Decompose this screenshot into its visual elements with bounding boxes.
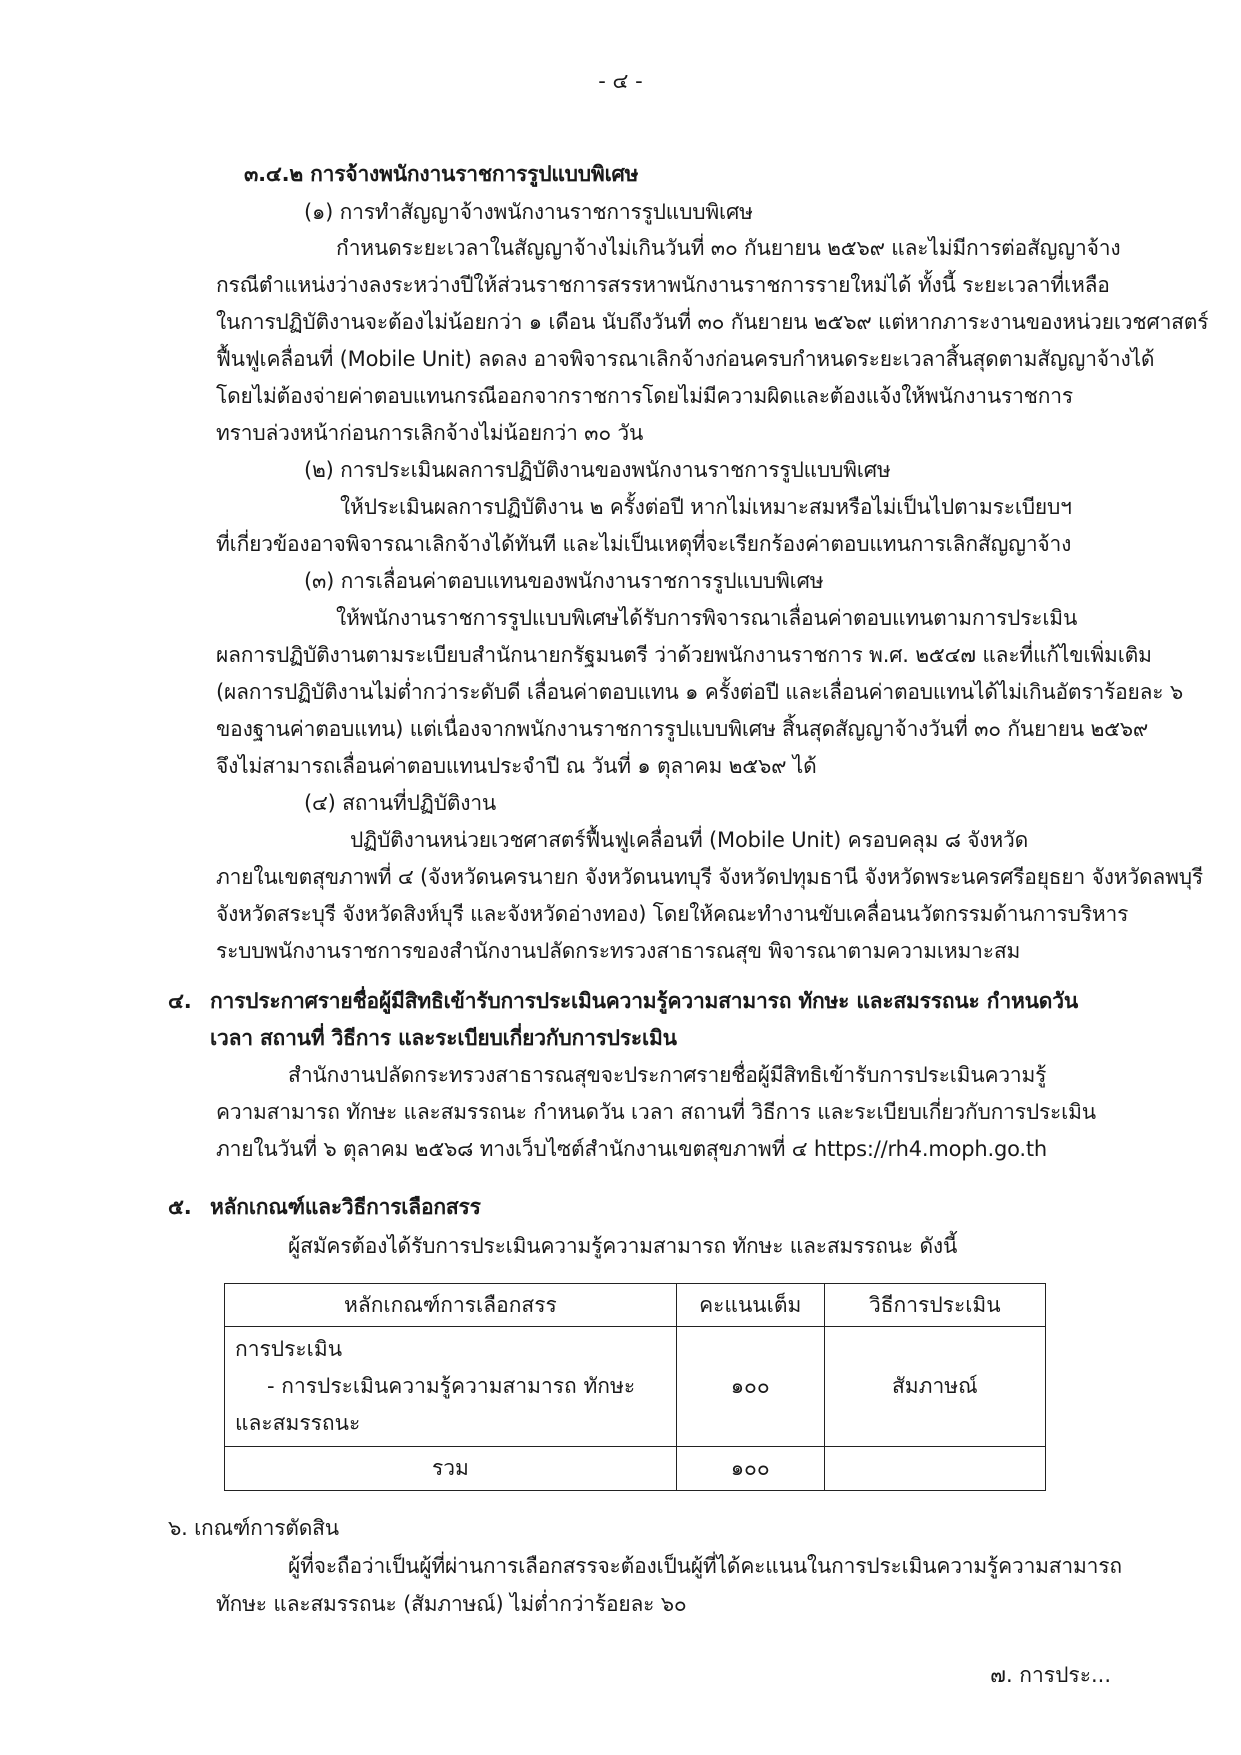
section-4-body-line: สำนักงานปลัดกระทรวงสาธารณสุขจะประกาศรายชื่อผู้มีสิทธิเข้ารับการประเมินความรู้ bbox=[288, 1063, 1047, 1087]
section-4-body-line: ภายในวันที่ ๖ ตุลาคม ๒๕๖๘ ทางเว็บไซต์สำนักงานเขตสุขภาพที่ ๔ https://rh4.moph.go.th bbox=[216, 1137, 1047, 1161]
item-1-line: โดยไม่ต้องจ่ายค่าตอบแทนกรณีออกจากราชการโดยไม่มีความผิดและต้องแจ้งให้พนักงานราชการ bbox=[216, 384, 1073, 408]
section-5-number: ๕. bbox=[168, 1195, 192, 1219]
item-3-line: ให้พนักงานราชการรูปแบบพิเศษได้รับการพิจารณาเลื่อนค่าตอบแทนตามการประเมิน bbox=[336, 606, 1078, 630]
section-3-4-2-heading: ๓.๔.๒ การจ้างพนักงานราชการรูปแบบพิเศษ bbox=[244, 162, 639, 186]
item-1-line: ในการปฏิบัติงานจะต้องไม่น้อยกว่า ๑ เดือน นับถึงวันที่ ๓๐ กันยายน ๒๕๖๙ แต่หากภาระงานของหน่วยเวชศาสตร์ bbox=[216, 310, 1209, 334]
page-number: - ๔ - bbox=[598, 69, 643, 93]
item-1-line: ทราบล่วงหน้าก่อนการเลิกจ้างไม่น้อยกว่า ๓๐ วัน bbox=[216, 421, 644, 445]
row-method: สัมภาษณ์ bbox=[824, 1327, 1045, 1447]
item-4-title: (๔) สถานที่ปฏิบัติงาน bbox=[304, 791, 497, 815]
section-6-heading: ๖. เกณฑ์การตัดสิน bbox=[168, 1516, 339, 1540]
row-item-line: - การประเมินความรู้ความสามารถ ทักษะ bbox=[267, 1374, 636, 1398]
section-4-heading: การประกาศรายชื่อผู้มีสิทธิเข้ารับการประเมินความรู้ความสามารถ ทักษะ และสมรรถนะ กำหนดวัน bbox=[210, 989, 1078, 1013]
criteria-table bbox=[224, 1283, 1046, 1491]
header-full-score: คะแนนเต็ม bbox=[676, 1284, 824, 1327]
total-score: ๑๐๐ bbox=[676, 1447, 824, 1491]
table-total-row bbox=[225, 1447, 1046, 1491]
section-6-body-line: ผู้ที่จะถือว่าเป็นผู้ที่ผ่านการเลือกสรรจะต้องเป็นผู้ที่ได้คะแนนในการประเมินความรู้ความสามารถ bbox=[288, 1554, 1122, 1578]
section-4-heading: เวลา สถานที่ วิธีการ และระเบียบเกี่ยวกับการประเมิน bbox=[210, 1026, 677, 1050]
header-method: วิธีการประเมิน bbox=[824, 1284, 1045, 1327]
item-3-line: ของฐานค่าตอบแทน) แต่เนื่องจากพนักงานราชการรูปแบบพิเศษ สิ้นสุดสัญญาจ้างวันที่ ๓๐ กันยายน ๒๕๖๙ bbox=[216, 717, 1149, 741]
item-1-line: ฟื้นฟูเคลื่อนที่ (Mobile Unit) ลดลง อาจพิจารณาเลิกจ้างก่อนครบกำหนดระยะเวลาสิ้นสุดตามสัญญาจ้างได้ bbox=[216, 347, 1155, 371]
item-3-line: (ผลการปฏิบัติงานไม่ต่ำกว่าระดับดี เลื่อนค่าตอบแทน ๑ ครั้งต่อปี และเลื่อนค่าตอบแทนได้ไม่เกินอัตราร้อยละ ๖ bbox=[216, 680, 1183, 704]
item-1-line: กรณีตำแหน่งว่างลงระหว่างปีให้ส่วนราชการสรรหาพนักงานราชการรายใหม่ได้ ทั้งนี้ ระยะเวลาที่เหลือ bbox=[216, 273, 1110, 297]
section-6-body-line: ทักษะ และสมรรถนะ (สัมภาษณ์) ไม่ต่ำกว่าร้อยละ ๖๐ bbox=[216, 1592, 687, 1616]
item-3-line: จึงไม่สามารถเลื่อนค่าตอบแทนประจำปี ณ วันที่ ๑ ตุลาคม ๒๕๖๙ ได้ bbox=[216, 754, 817, 778]
item-2-line: ให้ประเมินผลการปฏิบัติงาน ๒ ครั้งต่อปี หากไม่เหมาะสมหรือไม่เป็นไปตามระเบียบฯ bbox=[340, 495, 1072, 519]
section-4-body-line: ความสามารถ ทักษะ และสมรรถนะ กำหนดวัน เวลา สถานที่ วิธีการ และระเบียบเกี่ยวกับการประเมิน bbox=[216, 1100, 1096, 1124]
item-4-line: ระบบพนักงานราชการของสำนักงานปลัดกระทรวงสาธารณสุข พิจารณาตามความเหมาะสม bbox=[216, 939, 1021, 963]
item-3-title: (๓) การเลื่อนค่าตอบแทนของพนักงานราชการรูปแบบพิเศษ bbox=[304, 569, 824, 593]
section-5-intro: ผู้สมัครต้องได้รับการประเมินความรู้ความสามารถ ทักษะ และสมรรถนะ ดังนี้ bbox=[288, 1234, 958, 1258]
header-criteria: หลักเกณฑ์การเลือกสรร bbox=[225, 1284, 677, 1327]
item-2-title: (๒) การประเมินผลการปฏิบัติงานของพนักงานราชการรูปแบบพิเศษ bbox=[304, 458, 891, 482]
item-1-title: (๑) การทำสัญญาจ้างพนักงานราชการรูปแบบพิเศษ bbox=[304, 200, 753, 224]
section-4-number: ๔. bbox=[168, 989, 192, 1013]
table-row bbox=[225, 1327, 1046, 1447]
item-1-line: กำหนดระยะเวลาในสัญญาจ้างไม่เกินวันที่ ๓๐ กันยายน ๒๕๖๙ และไม่มีการต่อสัญญาจ้าง bbox=[336, 236, 1121, 260]
item-4-line: ภายในเขตสุขภาพที่ ๔ (จังหวัดนครนายก จังหวัดนนทบุรี จังหวัดปทุมธานี จังหวัดพระนครศรีอยุธยา จังหวัดลพบุรี bbox=[216, 865, 1203, 889]
section-5-heading: หลักเกณฑ์และวิธีการเลือกสรร bbox=[210, 1195, 481, 1219]
item-4-line: ปฏิบัติงานหน่วยเวชศาสตร์ฟื้นฟูเคลื่อนที่ (Mobile Unit) ครอบคลุม ๘ จังหวัด bbox=[350, 828, 1029, 852]
continuation-footer: ๗. การประ... bbox=[990, 1663, 1111, 1687]
total-label: รวม bbox=[225, 1447, 677, 1491]
total-method bbox=[824, 1447, 1045, 1491]
table-header-row bbox=[225, 1284, 1046, 1327]
row-item-line: และสมรรถนะ bbox=[235, 1411, 361, 1435]
row-score: ๑๐๐ bbox=[676, 1327, 824, 1447]
item-3-line: ผลการปฏิบัติงานตามระเบียบสำนักนายกรัฐมนตรี ว่าด้วยพนักงานราชการ พ.ศ. ๒๕๔๗ และที่แก้ไขเพิ่มเติม bbox=[216, 643, 1152, 667]
item-4-line: จังหวัดสระบุรี จังหวัดสิงห์บุรี และจังหวัดอ่างทอง) โดยให้คณะทำงานขับเคลื่อนนวัตกรรมด้านการบริหาร bbox=[216, 902, 1129, 926]
item-2-line: ที่เกี่ยวข้องอาจพิจารณาเลิกจ้างได้ทันที และไม่เป็นเหตุที่จะเรียกร้องค่าตอบแทนการเลิกสัญญาจ้าง bbox=[216, 532, 1072, 556]
row-group-label: การประเมิน bbox=[235, 1337, 343, 1361]
